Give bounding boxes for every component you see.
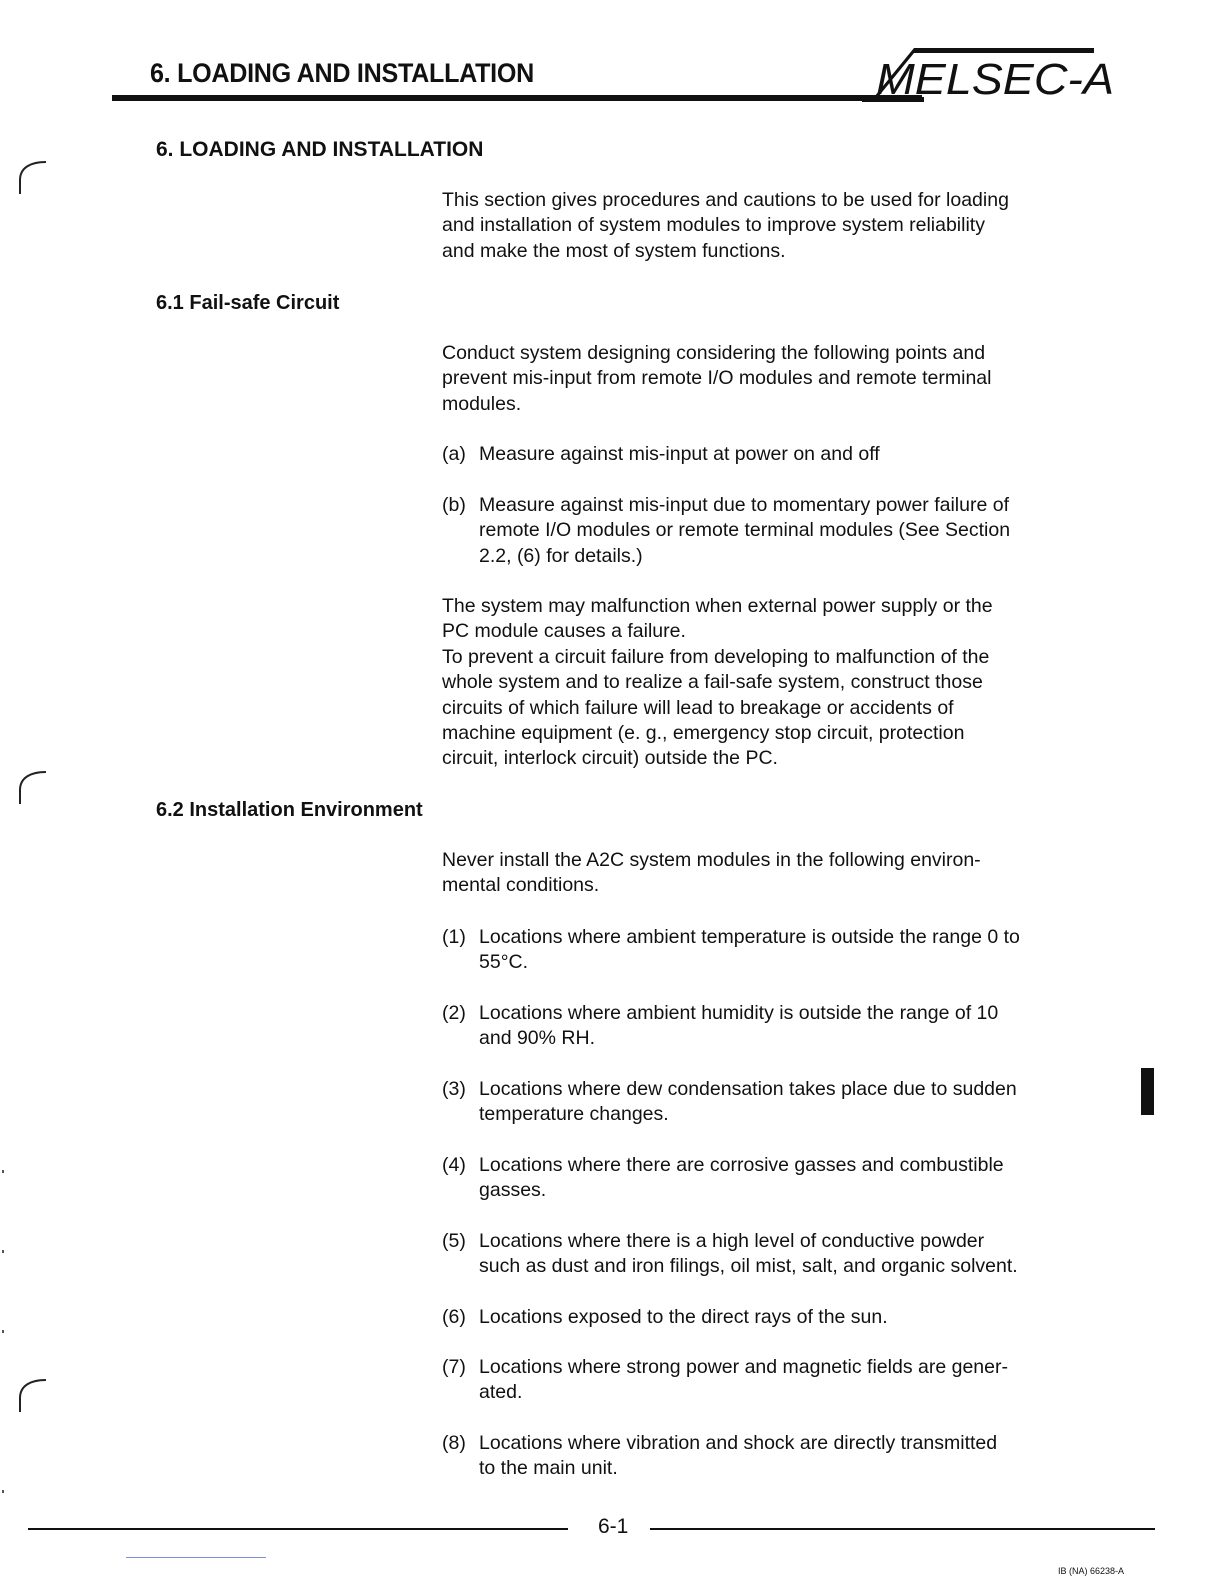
scan-artifact-line	[126, 1557, 266, 1558]
list-marker: (5)	[442, 1230, 466, 1252]
list-item-text: such as dust and iron filings, oil mist, salt, and organic solvent.	[479, 1255, 1018, 1278]
list-marker: (3)	[442, 1078, 466, 1100]
page-number: 6-1	[598, 1515, 629, 1538]
paragraph-line: modules.	[442, 392, 522, 415]
list-item-text: Locations where vibration and shock are directly transmitted	[479, 1432, 998, 1454]
list-item-text: Locations where there is a high level of conductive powder	[479, 1230, 985, 1252]
list-marker: (4)	[442, 1154, 466, 1176]
paragraph-line: whole system and to realize a fail-safe system, construct those	[442, 671, 983, 694]
paragraph-line: prevent mis-input from remote I/O modules and remote terminal	[442, 367, 992, 390]
paragraph-line: Never install the A2C system modules in the following environ-	[442, 849, 981, 871]
list-item-6	[442, 1305, 1082, 1330]
list-item-text: ated.	[479, 1381, 523, 1404]
section-heading-6-2: 6.2 Installation Environment	[156, 799, 423, 821]
list-marker: (b)	[442, 494, 466, 516]
melsec-brand-logo	[862, 44, 1126, 110]
paragraph-line: The system may malfunction when external power supply or the	[442, 595, 993, 617]
scan-edge-mark	[2, 1170, 4, 1173]
document-code: IB (NA) 66238-A	[1058, 1566, 1125, 1576]
list-item-1	[442, 925, 1082, 976]
chapter-heading: 6. LOADING AND INSTALLATION	[156, 138, 484, 161]
chapter-edge-tab	[1141, 1068, 1154, 1115]
header-title: 6. LOADING AND INSTALLATION	[150, 58, 534, 88]
binder-hole-mark	[16, 768, 52, 808]
list-item-text: Locations where there are corrosive gasses and combustible	[479, 1154, 1004, 1176]
paragraph-line: circuits of which failure will lead to breakage or accidents of	[442, 696, 954, 719]
list-marker: (8)	[442, 1432, 466, 1454]
list-marker: (1)	[442, 926, 466, 948]
list-item-7	[442, 1355, 1082, 1406]
list-item-2	[442, 1001, 1082, 1052]
header-rule	[112, 95, 922, 101]
paragraph-line: mental conditions.	[442, 874, 600, 897]
list-item-text: to the main unit.	[479, 1457, 618, 1480]
list-item-text: Locations where ambient humidity is outside the range of 10	[479, 1002, 999, 1024]
list-item-4	[442, 1153, 1082, 1204]
list-marker: (6)	[442, 1306, 466, 1328]
list-item-a	[442, 442, 1082, 467]
list-marker: (a)	[442, 443, 466, 465]
scan-edge-mark	[2, 1330, 4, 1333]
list-marker: (7)	[442, 1356, 466, 1378]
intro-line: This section gives procedures and cautions to be used for loading	[442, 189, 1009, 211]
list-item-text: 55°C.	[479, 951, 528, 974]
section-heading-6-1: 6.1 Fail-safe Circuit	[156, 292, 340, 314]
paragraph-line: machine equipment (e. g., emergency stop circuit, protection	[442, 722, 965, 745]
intro-line: and make the most of system functions.	[442, 239, 786, 262]
list-item-8	[442, 1431, 1082, 1482]
scan-edge-mark	[2, 1250, 4, 1253]
intro-line: and installation of system modules to improve system reliability	[442, 214, 985, 237]
list-item-3	[442, 1077, 1082, 1128]
list-item-text: remote I/O modules or remote terminal modules (See Section	[479, 519, 1011, 542]
scan-edge-mark	[2, 1490, 4, 1493]
section-6-1-intro	[442, 341, 1082, 417]
list-item-text: Locations where ambient temperature is outside the range 0 to	[479, 926, 1020, 948]
list-item-b	[442, 493, 1082, 569]
section-6-1-closing	[442, 594, 1082, 772]
intro-paragraph	[442, 188, 1082, 264]
list-item-text: Measure against mis-input at power on and off	[479, 443, 880, 465]
paragraph-line: To prevent a circuit failure from developing to malfunction of the	[442, 645, 990, 668]
list-item-text: 2.2, (6) for details.)	[479, 544, 643, 567]
paragraph-line: Conduct system designing considering the following points and	[442, 342, 986, 364]
list-item-text: gasses.	[479, 1179, 547, 1202]
binder-hole-mark	[16, 1376, 52, 1416]
brand-wordmark: MELSEC-A	[876, 55, 1114, 104]
section-6-2-intro	[442, 848, 1082, 899]
list-item-text: temperature changes.	[479, 1103, 669, 1126]
paragraph-line: circuit, interlock circuit) outside the PC.	[442, 747, 778, 770]
binder-hole-mark	[16, 158, 52, 198]
footer-rule-left	[28, 1528, 568, 1530]
list-item-text: Locations where dew condensation takes place due to sudden	[479, 1078, 1017, 1100]
paragraph-line: PC module causes a failure.	[442, 620, 686, 643]
footer-rule-right	[650, 1528, 1155, 1530]
list-item-5	[442, 1229, 1082, 1280]
list-marker: (2)	[442, 1002, 466, 1024]
list-item-text: Locations exposed to the direct rays of the sun.	[479, 1306, 888, 1328]
list-item-text: Locations where strong power and magnetic fields are gener-	[479, 1356, 1008, 1378]
list-item-text: Measure against mis-input due to momentary power failure of	[479, 494, 1010, 516]
list-item-text: and 90% RH.	[479, 1027, 595, 1050]
